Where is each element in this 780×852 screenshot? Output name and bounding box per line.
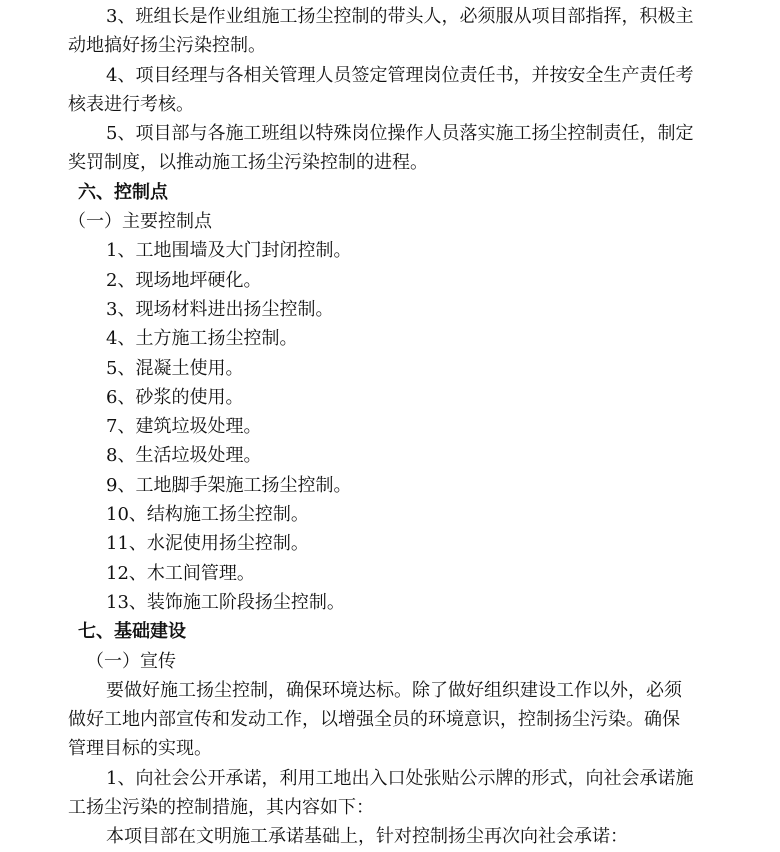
paragraph-3-line-1: 3、班组长是作业组施工扬尘控制的带头人，必须服从项目部指挥，积极主: [106, 6, 694, 27]
list-item: 9、工地脚手架施工扬尘控制。: [106, 474, 352, 496]
list-item: 12、木工间管理。: [106, 562, 255, 584]
paragraph-5-line-2: 奖罚制度，以推动施工扬尘污染控制的进程。: [68, 152, 428, 174]
section-7-heading: 七、基础建设: [78, 621, 186, 643]
list-item: 7、建筑垃圾处理。: [106, 416, 262, 438]
list-item: 4、土方施工扬尘控制。: [106, 328, 298, 350]
paragraph-4-line-1: 4、项目经理与各相关管理人员签定管理岗位责任书，并按安全生产责任考: [106, 64, 694, 86]
list-item: 13、装饰施工阶段扬尘控制。: [106, 591, 345, 613]
publicity-intro-line-3: 管理目标的实现。: [68, 738, 212, 760]
publicity-intro-line-2: 做好工地内部宣传和发动工作，以增强全员的环境意识，控制扬尘污染。确保: [68, 709, 680, 731]
publicity-item-1-line-2: 工扬尘污染的控制措施，其内容如下：: [68, 797, 374, 819]
section-7-subheading: （一）宣传: [86, 650, 176, 672]
list-item: 10、结构施工扬尘控制。: [106, 504, 309, 526]
list-item: 3、现场材料进出扬尘控制。: [106, 298, 334, 320]
list-item: 2、现场地坪硬化。: [106, 269, 262, 291]
paragraph-3-line-2: 动地搞好扬尘污染控制。: [68, 35, 266, 57]
paragraph-5-line-1: 5、项目部与各施工班组以特殊岗位操作人员落实施工扬尘控制责任，制定: [106, 123, 694, 145]
section-6-heading: 六、控制点: [78, 181, 168, 203]
list-item: 1、工地围墙及大门封闭控制。: [106, 240, 352, 262]
list-item: 6、砂浆的使用。: [106, 386, 244, 408]
control-point-list: [68, 236, 716, 617]
list-item: 8、生活垃圾处理。: [106, 445, 262, 467]
list-item: 5、混凝土使用。: [106, 357, 244, 379]
section-6-subheading: （一）主要控制点: [68, 211, 212, 233]
publicity-item-1-line-1: 1、向社会公开承诺，利用工地出入口处张贴公示牌的形式，向社会承诺施: [106, 767, 694, 789]
publicity-intro-line-1: 要做好施工扬尘控制，确保环境达标。除了做好组织建设工作以外，必须: [106, 679, 682, 701]
list-item: 11、水泥使用扬尘控制。: [106, 533, 309, 555]
commitment-intro-line: 本项目部在文明施工承诺基础上，针对控制扬尘再次向社会承诺：: [106, 826, 628, 848]
paragraph-4-line-2: 核表进行考核。: [68, 93, 194, 115]
